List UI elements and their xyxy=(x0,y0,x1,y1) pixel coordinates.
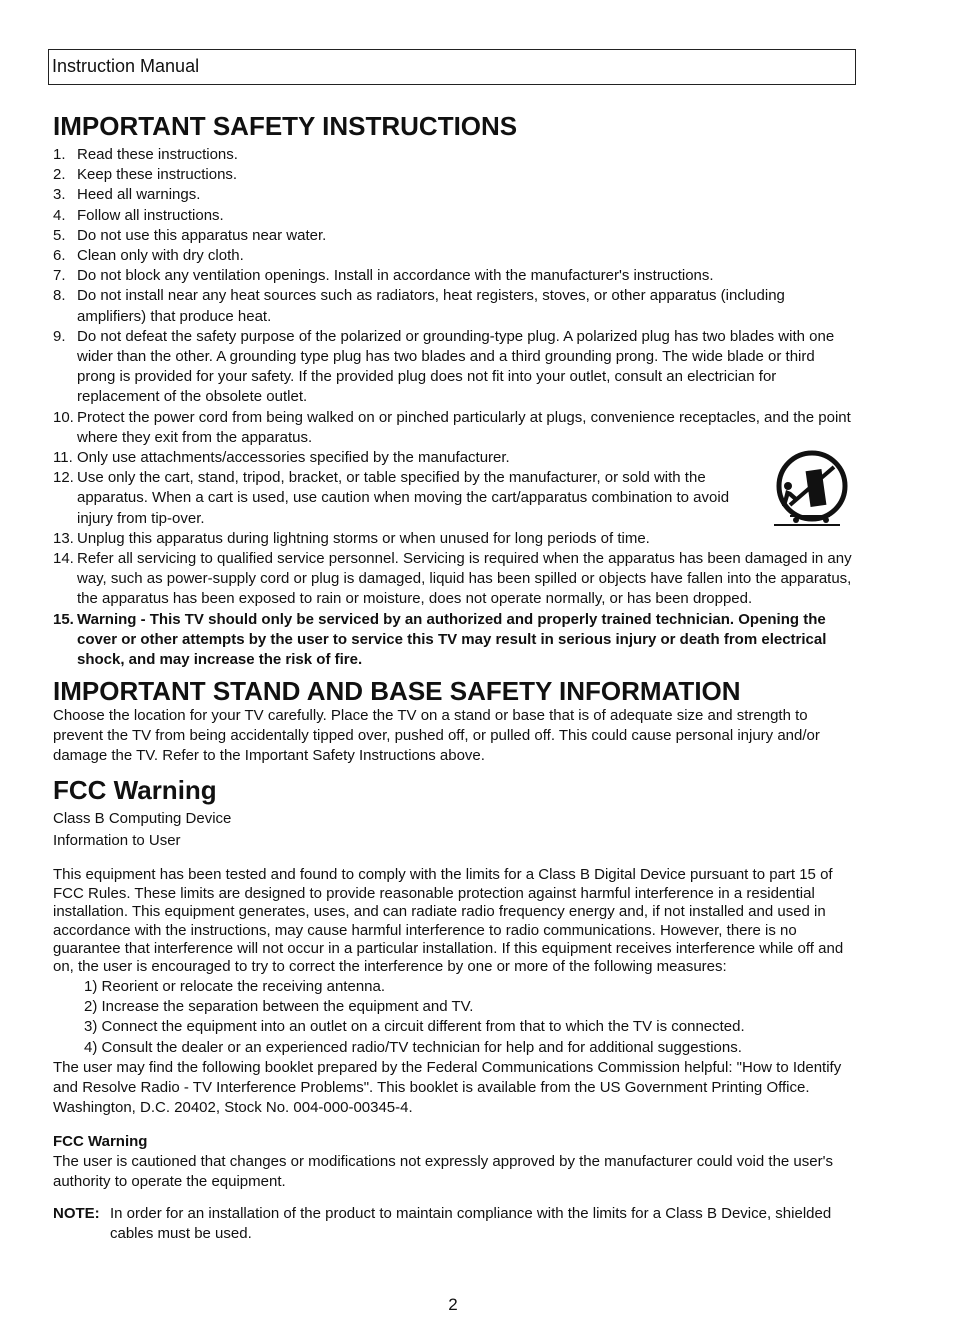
safety-list xyxy=(53,145,853,670)
fcc-title: FCC Warning xyxy=(53,775,217,806)
list-item: 4. Follow all instructions. xyxy=(53,206,224,224)
page-content xyxy=(53,108,853,1244)
list-item: 5. Do not use this apparatus near water. xyxy=(53,226,327,244)
fcc-line-info: Information to User xyxy=(53,832,181,850)
fcc-warning-body: The user is cautioned that changes or modifications not expressly approved by the manufacturer could void the user's authority to operate the equipment. xyxy=(53,1152,833,1190)
note-body: In order for an installation of the product to maintain compliance with the limits for a Class B Device, shielded cables must be used. xyxy=(110,1204,832,1242)
fcc-booklet: The user may find the following booklet prepared by the Federal Communications Commission helpful: "How to Identify and Resolve Radio - TV Interference Problems". This booklet is available from the US Government Printing Office. Washington, D.C. 20402, Stock No. 004-000-00345-4. xyxy=(53,1058,842,1116)
list-item: 4) Consult the dealer or an experienced radio/TV technician for help and for additional suggestions. xyxy=(84,1038,742,1056)
note xyxy=(53,1204,853,1244)
list-item: 9. Do not defeat the safety purpose of the polarized or grounding-type plug. A polarized plug has two blades with one wider than the other. A grounding type plug has two blades and a third grounding prong. The wide blade or third prong is provided for your safety. If the provided plug does not fit into your outlet, consult an electrician for replacement of the obsolete outlet. xyxy=(53,327,835,406)
list-item: 11. Only use attachments/accessories specified by the manufacturer. xyxy=(53,449,510,467)
list-item: 3) Connect the equipment into an outlet on a circuit different from that to which the TV is connected. xyxy=(84,1018,745,1036)
fcc-body: This equipment has been tested and found to comply with the limits for a Class B Digital Device pursuant to part 15 of FCC Rules. These limits are designed to provide reasonable protection against harmful interference in a residential installation. This equipment generates, uses, and can radiate radio frequency energy and, if not installed and used in accordance with the instructions, may cause harmful interference to radio communications. However, there is no guarantee that interference will not occur in a particular installation. If this equipment receives interference while off and on, the user is encouraged to try to correct the interference by one or more of the following measures: xyxy=(53,866,844,976)
header-box xyxy=(48,49,856,85)
list-item: 7. Do not block any ventilation openings. Install in accordance with the manufacturer's instructions. xyxy=(53,267,714,285)
fcc-warning-head: FCC Warning xyxy=(53,1132,148,1150)
page-number: 2 xyxy=(448,1295,458,1314)
list-item: 12. Use only the cart, stand, tripod, bracket, or table specified by the manufacturer, or sold with the apparatus. When a cart is used, use caution when moving the cart/apparatus combination to avoid injury from tip-over. xyxy=(53,469,730,527)
list-item: 13. Unplug this apparatus during lightning storms or when unused for long periods of time. xyxy=(53,529,650,547)
fcc-measures xyxy=(53,977,853,1058)
list-item: 2. Keep these instructions. xyxy=(53,166,238,184)
list-item: 10. Protect the power cord from being walked on or pinched particularly at plugs, convenience receptacles, and the point where they exit from the apparatus. xyxy=(53,408,851,446)
list-item: 6. Clean only with dry cloth. xyxy=(53,247,244,265)
list-item: 14. Refer all servicing to qualified service personnel. Servicing is required when the apparatus has been damaged in any way, such as power-supply cord or plug is damaged, liquid has been spilled or objects have fallen into the apparatus, the apparatus has been exposed to rain or moisture, does not operate normally, or has been dropped. xyxy=(53,550,852,608)
safety-title: IMPORTANT SAFETY INSTRUCTIONS xyxy=(53,111,518,141)
header-label: Instruction Manual xyxy=(52,56,200,76)
list-item-warning: 15. Warning - This TV should only be serviced by an authorized and properly trained technician. Opening the cover or other attempts by the user to service this TV may result in serious injury or death from electrical shock, and may increase the risk of fire. xyxy=(53,610,827,669)
cart-tipover-warning-icon xyxy=(770,450,848,528)
list-item: 3. Heed all warnings. xyxy=(53,186,201,204)
list-item: 1) Reorient or relocate the receiving antenna. xyxy=(84,977,386,995)
fcc-line-class: Class B Computing Device xyxy=(53,810,232,828)
stand-body: Choose the location for your TV carefully. Place the TV on a stand or base that is of adequate size and strength to prevent the TV from being accidentally tipped over, pushed off, or pulled off. This could cause personal injury and/or damage the TV. Refer to the Important Safety Instructions above. xyxy=(53,707,820,765)
stand-title: IMPORTANT STAND AND BASE SAFETY INFORMATION xyxy=(53,676,741,707)
note-label: NOTE: xyxy=(53,1204,100,1222)
list-item: 8. Do not install near any heat sources such as radiators, heat registers, stoves, or other apparatus (including amplifiers) that produce heat. xyxy=(53,287,785,325)
list-item: 1. Read these instructions. xyxy=(53,146,238,163)
list-item: 2) Increase the separation between the equipment and TV. xyxy=(84,998,474,1016)
